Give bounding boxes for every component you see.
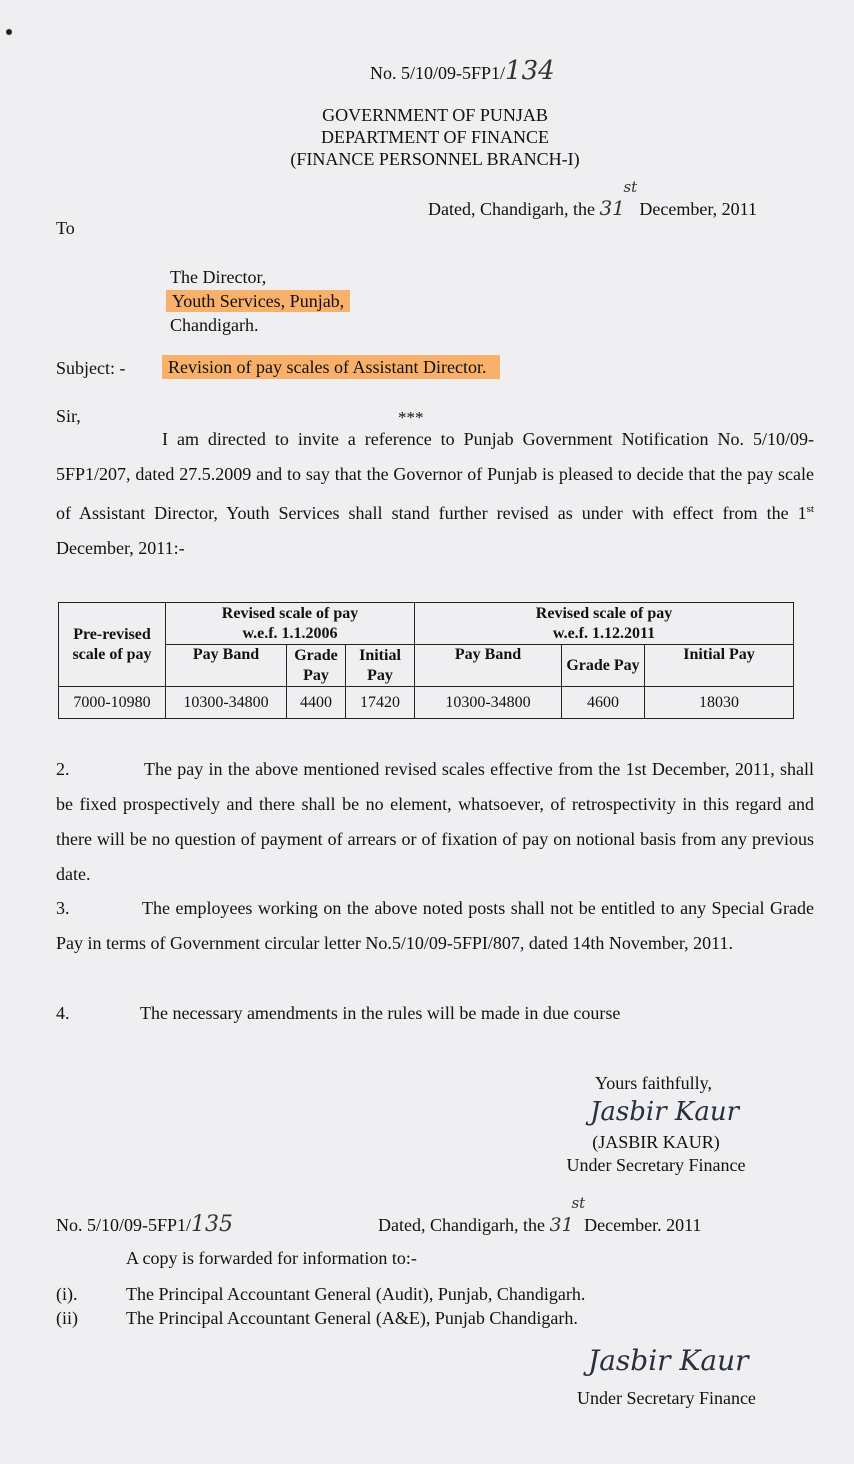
recipient-2-number: (ii)	[56, 1308, 78, 1328]
department-name: DEPARTMENT OF FINANCE	[321, 127, 549, 147]
subject-label: Subject: -	[56, 358, 126, 378]
branch-name: (FINANCE PERSONNEL BRANCH-I)	[290, 149, 580, 169]
signatory-title: Under Secretary Finance	[566, 1155, 746, 1175]
ref-bottom-handwritten-number: 135	[191, 1212, 234, 1237]
ref-prefix: No. 5/10/09-5FP1/	[370, 63, 506, 83]
paragraph-1-tail: December, 2011:-	[56, 538, 185, 558]
date-day: 31	[599, 196, 625, 220]
signatory-2-title: Under Secretary Finance	[577, 1388, 756, 1408]
recipient-1-number: (i).	[56, 1284, 78, 1304]
signatory-block	[546, 1131, 766, 1177]
paragraph-3-number: 3.	[56, 898, 70, 918]
paragraph-2-text: The pay in the above mentioned revised scales effective from the 1st December, 2011, shall be fixed prospectively and there shall be no element, whatsoever, of retrospectivity in this regard and there will be no question of payment of arrears or of fixation of pay on notional basis from any previous date.	[56, 759, 814, 884]
header-gradepay-2006: Grade Pay	[287, 645, 346, 687]
paragraph-2	[56, 752, 814, 892]
recipient-1-text: The Principal Accountant General (Audit), Punjab, Chandigarh.	[126, 1284, 586, 1304]
date-handwritten-day	[599, 178, 638, 220]
reference-number-bottom	[56, 1212, 233, 1237]
paragraph-1	[56, 422, 814, 566]
date-month-year: December, 2011	[639, 199, 757, 219]
punch-mark	[6, 29, 12, 35]
separator-stars: ***	[398, 408, 424, 427]
date-bottom-suffix: st	[571, 1194, 586, 1212]
header-initialpay-2006: Initial Pay	[346, 645, 415, 687]
group-2006-title: Revised scale of pay	[221, 604, 359, 622]
ref-handwritten-number: 134	[505, 56, 555, 86]
signature-1: Jasbir Kaur	[590, 1097, 740, 1127]
pay-scale-table	[58, 602, 794, 719]
cell-gradepay-2011: 4600	[562, 687, 645, 719]
header-prerevised: Pre-revised scale of pay	[59, 603, 166, 687]
addressee-line-2: Youth Services, Punjab,	[166, 290, 350, 312]
header-gradepay-2011: Grade Pay	[562, 645, 645, 687]
date-line-bottom	[378, 1194, 702, 1236]
group-2006-subtitle: w.e.f. 1.1.2006	[242, 624, 338, 642]
cell-payband-2011: 10300-34800	[415, 687, 562, 719]
group-2011-subtitle: w.e.f. 1.12.2011	[552, 624, 656, 642]
addressee-line-3: Chandigarh.	[170, 315, 259, 335]
subject-line	[162, 357, 500, 378]
paragraph-3-text: The employees working on the above noted posts shall not be entitled to any Special Grade Pay in terms of Government circular letter No.5/10/09-5FPI/807, dated 14th November, 2011.	[56, 898, 814, 953]
salutation: Sir,	[56, 406, 81, 426]
date-bottom-day: 31	[549, 1214, 574, 1236]
header-payband-2006: Pay Band	[166, 645, 287, 687]
paragraph-4-text: The necessary amendments in the rules will be made in due course	[140, 1003, 621, 1023]
forward-text: A copy is forwarded for information to:-	[126, 1248, 417, 1268]
reference-number-top	[370, 56, 555, 86]
subject-text: Revision of pay scales of Assistant Director.	[162, 355, 500, 379]
cell-gradepay-2006: 4400	[287, 687, 346, 719]
header-payband-2011: Pay Band	[415, 645, 562, 687]
date-bottom-prefix: Dated, Chandigarh, the	[378, 1215, 545, 1235]
ref-bottom-prefix: No. 5/10/09-5FP1/	[56, 1215, 192, 1235]
paragraph-1-superscript: st	[806, 503, 814, 515]
header-initialpay-2011: Initial Pay	[645, 645, 794, 687]
closing: Yours faithfully,	[595, 1073, 713, 1093]
to-label: To	[56, 218, 75, 238]
cell-initialpay-2006: 17420	[346, 687, 415, 719]
addressee	[170, 265, 350, 337]
letterhead	[250, 104, 620, 170]
govt-name: GOVERNMENT OF PUNJAB	[322, 105, 548, 125]
paragraph-2-number: 2.	[56, 759, 70, 779]
header-group-2011	[415, 603, 794, 645]
date-bottom-month-year: December. 2011	[584, 1215, 702, 1235]
signatory-name: (JASBIR KAUR)	[592, 1132, 720, 1152]
cell-payband-2006: 10300-34800	[166, 687, 287, 719]
date-suffix: st	[623, 178, 638, 196]
addressee-line-1: The Director,	[170, 267, 267, 287]
paragraph-1-text: I am directed to invite a reference to Punjab Government Notification No. 5/10/09-5FP1/207, dated 27.5.2009 and to say that the Governor of Punjab is pleased to decide that the pay scale of Assistant Director, Youth Services shall stand further revised as under with effect from the 1	[56, 429, 814, 523]
signature-2: Jasbir Kaur	[588, 1344, 749, 1377]
cell-prerevised: 7000-10980	[59, 687, 166, 719]
date-bottom-handwritten-day	[549, 1194, 586, 1236]
date-prefix: Dated, Chandigarh, the	[428, 199, 595, 219]
date-line-top	[428, 178, 757, 220]
table-row	[59, 687, 794, 719]
header-group-2006	[166, 603, 415, 645]
paragraph-3	[56, 891, 814, 961]
group-2011-title: Revised scale of pay	[535, 604, 673, 622]
cell-initialpay-2011: 18030	[645, 687, 794, 719]
recipient-2-text: The Principal Accountant General (A&E), Punjab Chandigarh.	[126, 1308, 578, 1328]
paragraph-4	[56, 1003, 620, 1024]
list-item	[56, 1306, 585, 1330]
recipient-list	[56, 1282, 585, 1330]
paragraph-4-number: 4.	[56, 1003, 70, 1023]
list-item	[56, 1282, 585, 1306]
